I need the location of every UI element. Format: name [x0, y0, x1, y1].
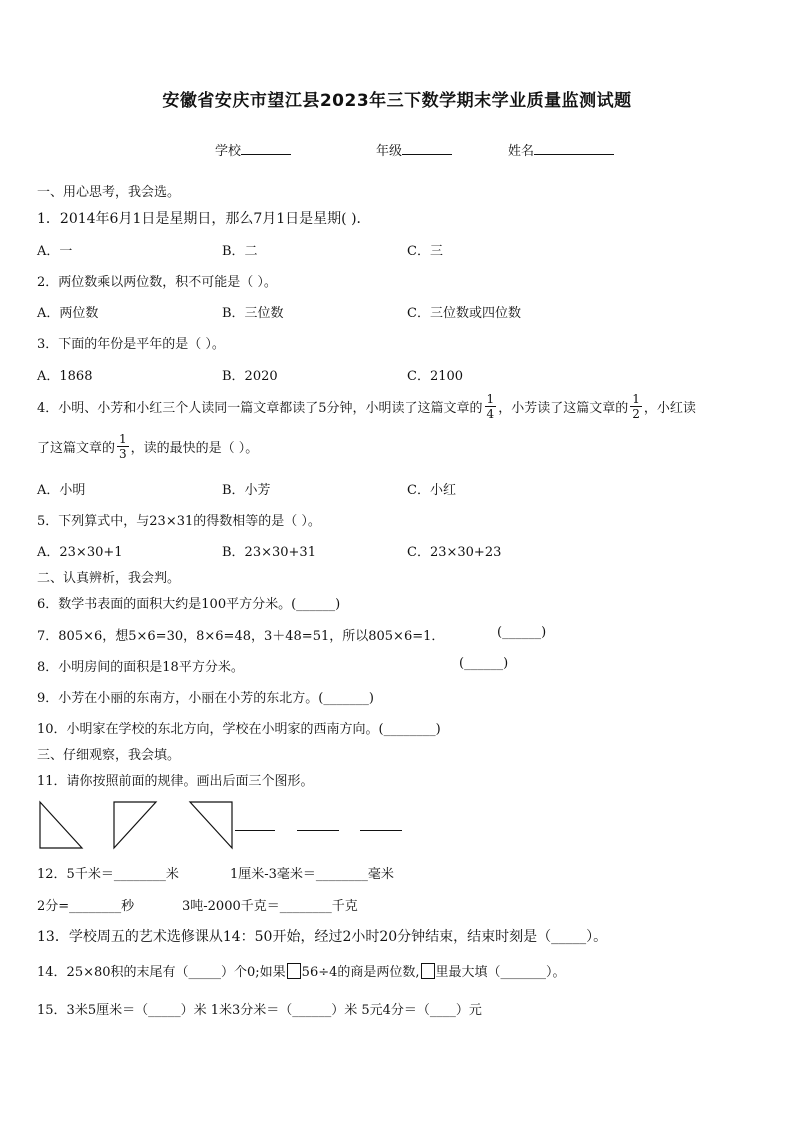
q4-option-c[interactable]: C．小红 — [407, 483, 456, 498]
q4-option-b[interactable]: B．小芳 — [222, 483, 271, 498]
q4-fraction-3: $\frac{1}{3}$ — [119, 432, 127, 461]
q14-text-3: 里最大填（_______）。 — [435, 965, 566, 980]
q3-option-b[interactable]: B．2020 — [222, 369, 278, 384]
question-9: 9．小芳在小丽的东南方，小丽在小芳的东北方。(_______) — [37, 691, 374, 706]
question-4-line-1 — [37, 392, 696, 421]
q1-option-c[interactable]: C．三 — [407, 244, 443, 259]
q4-fraction-1: $\frac{1}{4}$ — [486, 392, 495, 421]
grade-field[interactable] — [376, 140, 452, 159]
section-2-heading: 二、认真辨析，我会判。 — [37, 571, 181, 586]
school-field[interactable] — [215, 140, 291, 159]
question-5: 5．下列算式中，与23×31的得数相等的是（ ）。 — [37, 514, 321, 529]
question-7: 7．805×6，想5×6=30，8×6=48，3＋48=51，所以805×6=1． — [37, 629, 445, 644]
question-3: 3．下面的年份是平年的是（ ）。 — [37, 337, 225, 352]
question-14 — [37, 961, 566, 980]
question-13: 13．学校周五的艺术选修课从14：50开始，经过2小时20分钟结束，结束时刻是（_____）。 — [37, 929, 608, 945]
question-2: 2．两位数乘以两位数，积不可能是（ ）。 — [37, 275, 277, 290]
q4-text-2: ，小芳读了这篇文章的 — [498, 401, 629, 416]
question-6: 6．数学书表面的面积大约是100平方分米。(______) — [37, 597, 341, 612]
triangle-2-icon — [112, 800, 158, 850]
q14-text-1: 14．25×80积的末尾有（_____）个0;如果 — [37, 965, 286, 980]
question-11: 11．请你按照前面的规律。画出后面三个图形。 — [37, 774, 314, 789]
q14-box-icon-2[interactable] — [421, 963, 435, 979]
question-12-part-b: 1厘米-3毫米＝________毫米 — [230, 867, 394, 882]
q1-option-a[interactable]: A．一 — [37, 244, 73, 259]
q5-option-b[interactable]: B．23×30+31 — [222, 545, 316, 560]
question-10: 10．小明家在学校的东北方向，学校在小明家的西南方向。(________) — [37, 722, 441, 737]
question-8: 8．小明房间的面积是18平方分米。 — [37, 660, 244, 675]
question-15: 15．3米5厘米＝（_____）米 1米3分米＝（______）米 5元4分＝（____）元 — [37, 1003, 482, 1018]
shape-answer-blank-3[interactable] — [360, 830, 402, 831]
page-title: 安徽省安庆市望江县2023年三下数学期末学业质量监测试题 — [162, 91, 632, 111]
q5-option-a[interactable]: A．23×30+1 — [37, 545, 123, 560]
q1-option-b[interactable]: B．二 — [222, 244, 258, 259]
name-label: 姓名 — [508, 144, 535, 159]
question-12-part-c: 2分=________秒 — [37, 899, 135, 914]
question-12-part-d: 3吨-2000千克＝________千克 — [182, 899, 358, 914]
q2-option-c[interactable]: C．三位数或四位数 — [407, 306, 521, 321]
q4-fraction-2: $\frac{1}{2}$ — [632, 392, 640, 421]
q14-text-2: 56÷4的商是两位数, — [301, 965, 420, 980]
grade-blank[interactable] — [402, 142, 452, 155]
question-4-line-2 — [37, 432, 258, 461]
name-blank[interactable] — [534, 142, 614, 155]
q4-text-5: ，读的最快的是（ ）。 — [130, 441, 259, 456]
question-1: 1．2014年6月1日是星期日，那么7月1日是星期( )． — [37, 211, 371, 227]
q3-option-c[interactable]: C．2100 — [407, 369, 464, 384]
q7-answer-blank[interactable]: (______) — [497, 625, 547, 640]
section-3-heading: 三、仔细观察，我会填。 — [37, 748, 181, 763]
section-1-heading: 一、用心思考，我会选。 — [37, 185, 181, 200]
school-blank[interactable] — [241, 142, 291, 155]
shape-answer-blank-1[interactable] — [235, 830, 275, 831]
q4-option-a[interactable]: A．小明 — [37, 483, 86, 498]
triangle-3-icon — [188, 800, 234, 850]
q2-option-b[interactable]: B．三位数 — [222, 306, 284, 321]
q4-text-1: 4．小明、小芳和小红三个人读同一篇文章都读了5分钟，小明读了这篇文章的 — [37, 401, 483, 416]
question-12-part-a: 12．5千米＝________米 — [37, 867, 179, 882]
triangle-1-icon — [38, 800, 84, 850]
q4-text-4: 了这篇文章的 — [37, 441, 116, 456]
q5-option-c[interactable]: C．23×30+23 — [407, 545, 502, 560]
q14-box-icon[interactable] — [287, 963, 301, 979]
shape-answer-blank-2[interactable] — [297, 830, 339, 831]
school-label: 学校 — [215, 144, 242, 159]
q4-text-3: ，小红读 — [643, 401, 696, 416]
q2-option-a[interactable]: A．两位数 — [37, 306, 99, 321]
q3-option-a[interactable]: A．1868 — [37, 369, 93, 384]
q8-answer-blank[interactable]: (______) — [459, 656, 509, 671]
grade-label: 年级 — [376, 144, 403, 159]
name-field[interactable] — [508, 140, 614, 159]
